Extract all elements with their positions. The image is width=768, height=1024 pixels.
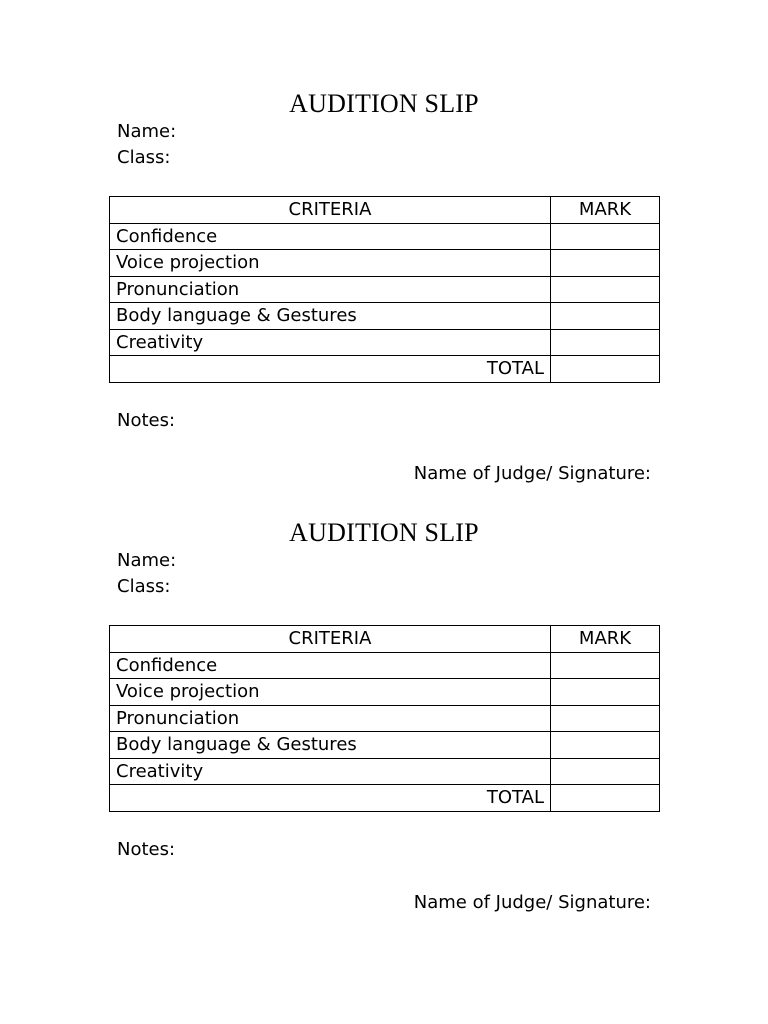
total-label: TOTAL	[110, 785, 551, 812]
table-row	[110, 705, 660, 732]
mark-cell[interactable]	[551, 758, 660, 785]
criteria-cell: Confidence	[110, 652, 551, 679]
criteria-cell: Body language & Gestures	[110, 732, 551, 759]
class-label: Class:	[117, 147, 171, 168]
total-row	[110, 785, 660, 812]
table-row	[110, 276, 660, 303]
class-label: Class:	[117, 576, 171, 597]
mark-cell[interactable]	[551, 732, 660, 759]
criteria-cell: Confidence	[110, 223, 551, 250]
mark-cell[interactable]	[551, 329, 660, 356]
judge-signature-label: Name of Judge/ Signature:	[413, 892, 651, 913]
table-row	[110, 758, 660, 785]
table-row	[110, 679, 660, 706]
mark-cell[interactable]	[551, 276, 660, 303]
table-row	[110, 652, 660, 679]
table-row	[110, 329, 660, 356]
criteria-header: CRITERIA	[110, 626, 551, 653]
total-row	[110, 356, 660, 383]
table-header-row	[110, 626, 660, 653]
mark-cell[interactable]	[551, 679, 660, 706]
criteria-header: CRITERIA	[110, 197, 551, 224]
total-mark-cell[interactable]	[551, 785, 660, 812]
slip-title: AUDITION SLIP	[289, 518, 479, 547]
mark-header: MARK	[551, 197, 660, 224]
notes-label: Notes:	[117, 410, 176, 431]
criteria-cell: Pronunciation	[110, 705, 551, 732]
name-label: Name:	[117, 550, 177, 571]
criteria-cell: Body language & Gestures	[110, 303, 551, 330]
name-label: Name:	[117, 121, 177, 142]
criteria-cell: Creativity	[110, 758, 551, 785]
judge-signature-label: Name of Judge/ Signature:	[413, 463, 651, 484]
table-header-row	[110, 197, 660, 224]
table-row	[110, 250, 660, 277]
notes-label: Notes:	[117, 839, 176, 860]
total-mark-cell[interactable]	[551, 356, 660, 383]
mark-cell[interactable]	[551, 250, 660, 277]
slip-title: AUDITION SLIP	[289, 89, 479, 118]
criteria-cell: Voice projection	[110, 679, 551, 706]
criteria-cell: Creativity	[110, 329, 551, 356]
mark-header: MARK	[551, 626, 660, 653]
criteria-table	[109, 625, 660, 812]
total-label: TOTAL	[110, 356, 551, 383]
mark-cell[interactable]	[551, 705, 660, 732]
mark-cell[interactable]	[551, 223, 660, 250]
criteria-cell: Voice projection	[110, 250, 551, 277]
table-row	[110, 732, 660, 759]
mark-cell[interactable]	[551, 303, 660, 330]
criteria-cell: Pronunciation	[110, 276, 551, 303]
criteria-table	[109, 196, 660, 383]
table-row	[110, 303, 660, 330]
mark-cell[interactable]	[551, 652, 660, 679]
table-row	[110, 223, 660, 250]
